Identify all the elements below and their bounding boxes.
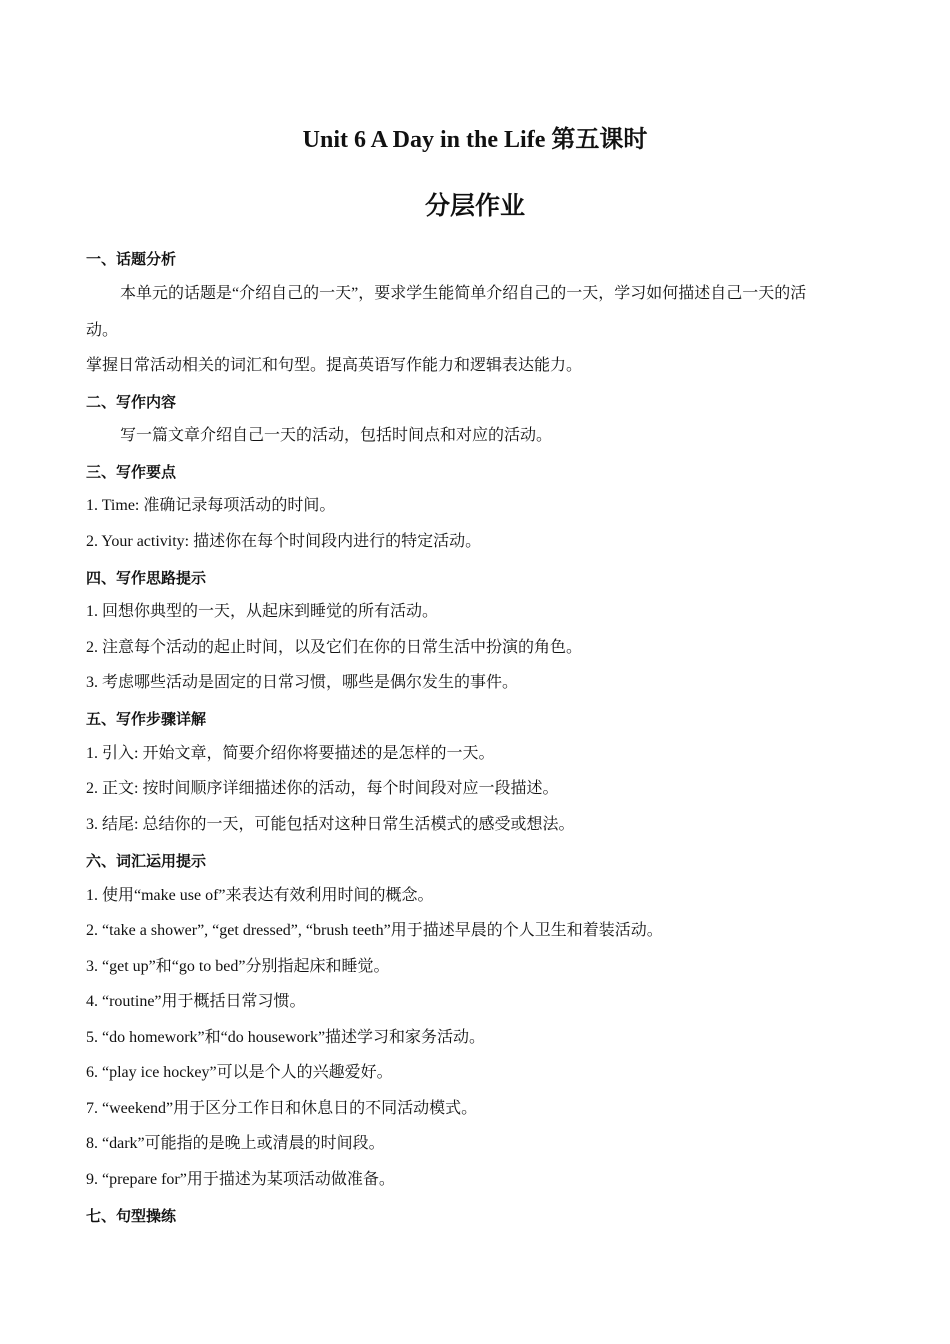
list-item: 1. 引入: 开始文章，简要介绍你将要描述的是怎样的一天。: [86, 745, 495, 762]
list-item: 3. 考虑哪些活动是固定的日常习惯，哪些是偶尔发生的事件。: [86, 674, 519, 691]
section-heading: 四、写作思路提示: [86, 569, 207, 587]
list-item: 2. 注意每个活动的起止时间，以及它们在你的日常生活中扮演的角色。: [86, 639, 583, 656]
list-item: 2. 正文: 按时间顺序详细描述你的活动，每个时间段对应一段描述。: [86, 780, 559, 797]
list-item: 1. 使用“make use of”来表达有效利用时间的概念。: [86, 887, 434, 904]
list-item: 1. 回想你典型的一天，从起床到睡觉的所有活动。: [86, 603, 439, 620]
list-item: 6. “play ice hockey”可以是个人的兴趣爱好。: [86, 1064, 393, 1081]
paragraph-line: 掌握日常活动相关的词汇和句型。提高英语写作能力和逻辑表达能力。: [86, 357, 583, 374]
section-heading: 六、词汇运用提示: [86, 852, 207, 870]
document-title: Unit 6 A Day in the Life 第五课时: [302, 127, 648, 153]
list-item: 5. “do homework”和“do housework”描述学习和家务活动。: [86, 1029, 486, 1046]
list-item: 1. Time: 准确记录每项活动的时间。: [86, 497, 336, 514]
paragraph-line: 动。: [86, 322, 119, 339]
section-heading: 五、写作步骤详解: [86, 710, 207, 728]
section-heading: 七、句型操练: [86, 1207, 177, 1225]
section-heading: 二、写作内容: [86, 393, 177, 411]
paragraph-line: 本单元的话题是“介绍自己的一天”，要求学生能简单介绍自己的一天，学习如何描述自己一天的活: [120, 285, 807, 302]
list-item: 3. 结尾: 总结你的一天，可能包括对这种日常生活模式的感受或想法。: [86, 816, 575, 833]
list-item: 8. “dark”可能指的是晚上或清晨的时间段。: [86, 1135, 385, 1152]
list-item: 2. “take a shower”, “get dressed”, “brush teeth”用于描述早晨的个人卫生和着装活动。: [86, 922, 663, 939]
list-item: 9. “prepare for”用于描述为某项活动做准备。: [86, 1171, 395, 1188]
paragraph-line: 写一篇文章介绍自己一天的活动，包括时间点和对应的活动。: [120, 427, 553, 444]
list-item: 3. “get up”和“go to bed”分别指起床和睡觉。: [86, 958, 390, 975]
section-heading: 一、话题分析: [86, 250, 177, 268]
list-item: 4. “routine”用于概括日常习惯。: [86, 993, 306, 1010]
list-item: 7. “weekend”用于区分工作日和休息日的不同活动模式。: [86, 1100, 478, 1117]
list-item: 2. Your activity: 描述你在每个时间段内进行的特定活动。: [86, 533, 482, 550]
section-heading: 三、写作要点: [86, 463, 177, 481]
document-subtitle: 分层作业: [424, 193, 525, 220]
